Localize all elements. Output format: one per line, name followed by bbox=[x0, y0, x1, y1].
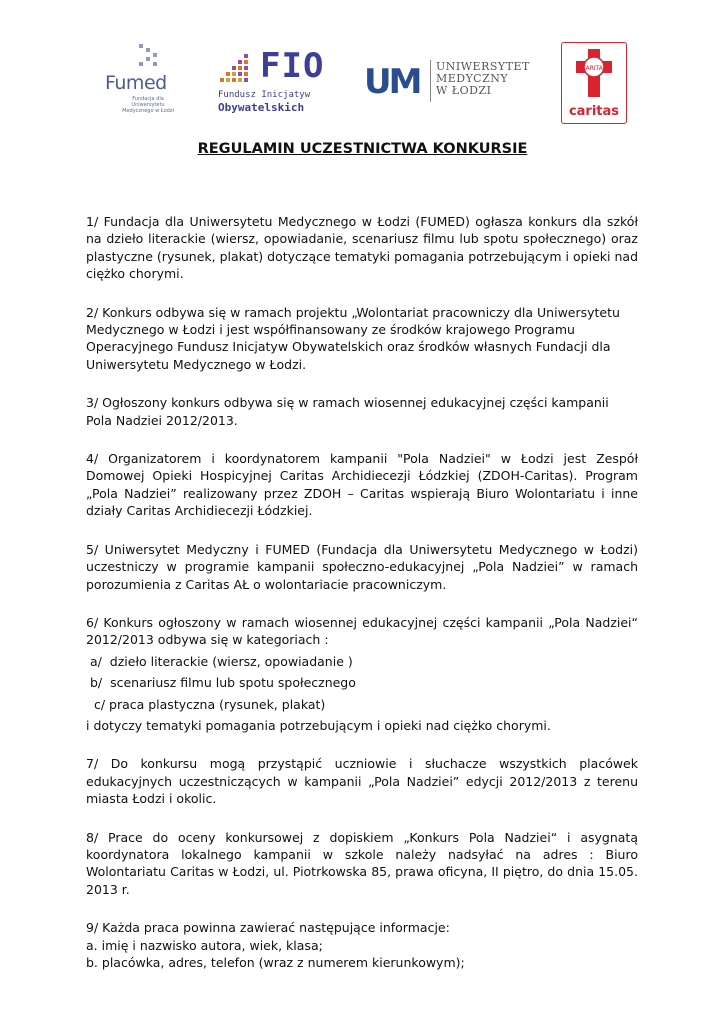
caritas-word: caritas bbox=[568, 104, 620, 119]
um-text bbox=[436, 61, 530, 97]
category-item: a/ dzieło literackie (wiersz, opowiadanie ) bbox=[86, 653, 353, 669]
um-mark: UM bbox=[364, 62, 420, 102]
logo-bar bbox=[0, 40, 725, 125]
caritas-cross-icon bbox=[564, 45, 624, 101]
paragraph-5: 5/ Uniwersytet Medyczny i FUMED (Fundacja dla Uniwersytetu Medycznego w Łodzi) uczestniczy w programie kampanii społeczno-edukacyjnej „Pola Nadziei” w ramach porozumienia z Caritas AŁ o wolontariacie pracowniczym. bbox=[86, 541, 638, 592]
fio-logo bbox=[218, 46, 336, 116]
fumed-dots-icon bbox=[131, 44, 161, 70]
category-item: c/ praca plastyczna (rysunek, plakat) bbox=[86, 696, 326, 712]
document-body bbox=[86, 213, 638, 992]
fio-line1: Fundusz Inicjatyw bbox=[218, 90, 311, 100]
paragraph-2: 2/ Konkurs odbywa się w ramach projektu „Wolontariat pracowniczy dla Uniwersytetu Medycznego w Łodzi i jest współfinansowany ze środków krajowego Programu Operacyjnego Fundusz Inicjatyw Obywatelskich oraz środków własnych Fundacji dla Uniwersytetu Medycznego w Łodzi. bbox=[86, 304, 620, 372]
fumed-logo bbox=[105, 44, 185, 124]
caritas-ring-text: CARITAS bbox=[581, 65, 607, 72]
paragraph-1: 1/ Fundacja dla Uniwersytetu Medycznego w Łodzi (FUMED) ogłasza konkurs dla szkół na dzieło literackie (wiersz, opowiadanie, scenariusz filmu lub spotu społecznego) oraz plastyczne (rysunek, plakat) dotyczące tematyki pomagania potrzebującym i opieki nad ciężko chorymi. bbox=[86, 214, 638, 282]
um-divider bbox=[430, 60, 431, 102]
um-logo bbox=[364, 58, 534, 108]
um-line1: UNIWERSYTET bbox=[436, 60, 530, 73]
list-item: b. placówka, adres, telefon (wraz z numerem kierunkowym); bbox=[86, 955, 465, 970]
paragraph-4: 4/ Organizatorem i koordynatorem kampanii "Pola Nadziei" w Łodzi jest Zespół Domowej Opieki Hospicyjnej Caritas Archidiecezji Łódzkiej (ZDOH-Caritas). Program „Pola Nadziei” realizowany przez ZDOH – Caritas wspierają Biuro Wolontariatu i inne działy Caritas Archidiecezji Łódzkiej. bbox=[86, 451, 638, 519]
paragraph-6-outro: i dotyczy tematyki pomagania potrzebującym i opieki nad ciężko chorymi. bbox=[86, 717, 551, 733]
fio-line2: Obywatelskich bbox=[218, 101, 305, 114]
category-item: b/ scenariusz filmu lub spotu społecznego bbox=[86, 675, 356, 691]
paragraph-8: 8/ Prace do oceny konkursowej z dopiskiem „Konkurs Pola Nadziei“ i asygnatą koordynatora lokalnego kampanii w szkole należy nadsyłać na adres : Biuro Wolontariatu Caritas w Łodzi, ul. Piotrkowska 85, prawa oficyna, II piętro, do dnia 15.05. 2013 r. bbox=[86, 829, 638, 897]
paragraph-6 bbox=[86, 614, 638, 734]
fio-bars-icon bbox=[218, 46, 258, 86]
paragraph-7: 7/ Do konkursu mogą przystąpić uczniowie i słuchacze wszystkich placówek edukacyjnych uczestniczących w kampanii „Pola Nadziei” edycji 2012/2013 z terenu miasta Łodzi i okolic. bbox=[86, 756, 638, 807]
fumed-name: Fumed bbox=[105, 72, 167, 94]
paragraph-9-intro: 9/ Każda praca powinna zawierać następujące informacje: bbox=[86, 920, 450, 936]
list-item: a. imię i nazwisko autora, wiek, klasa; bbox=[86, 937, 323, 953]
paragraph-3: 3/ Ogłoszony konkurs odbywa się w ramach wiosennej edukacyjnej części kampanii Pola Nadziei 2012/2013. bbox=[86, 395, 609, 428]
paragraph-9 bbox=[86, 919, 638, 971]
um-line3: W ŁODZI bbox=[436, 84, 492, 97]
fio-mark: FIO bbox=[260, 46, 325, 86]
page-title: REGULAMIN UCZESTNICTWA KONKURSIE bbox=[197, 141, 528, 157]
um-line2: MEDYCZNY bbox=[436, 72, 509, 85]
caritas-logo bbox=[561, 42, 627, 124]
fumed-subtitle: Fundacja dla Uniwersytetu Medycznego w Łodzi bbox=[122, 96, 174, 114]
paragraph-6-intro: 6/ Konkurs ogłoszony w ramach wiosennej edukacyjnej części kampanii „Pola Nadziei“ 2012/2013 odbywa się w kategoriach : bbox=[86, 614, 638, 648]
